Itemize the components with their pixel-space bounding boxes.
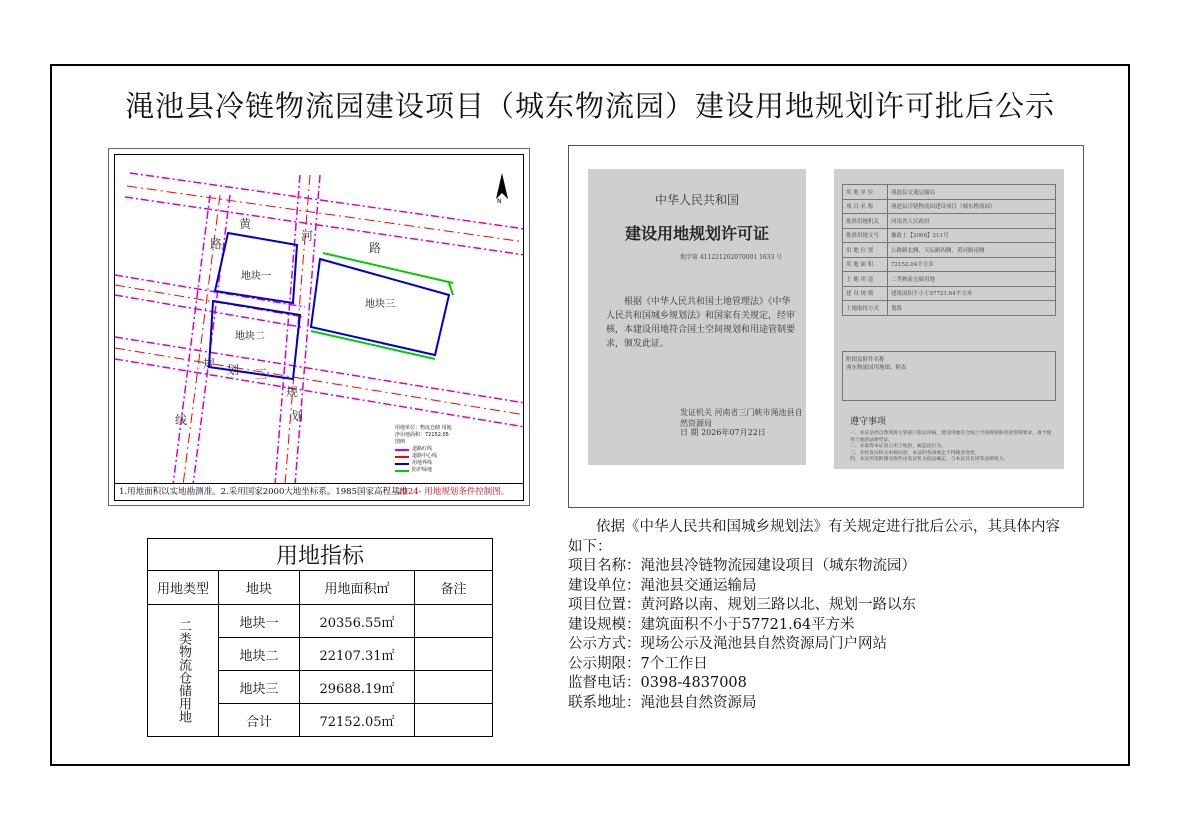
notice-line: 监督电话：0398-4837008: [568, 675, 747, 691]
legend-title: 用地单位：物流仓储 用地: [395, 425, 452, 431]
notice-line: 建设规模：建筑面积不小于57721.64平方米: [568, 616, 855, 633]
road-label: 线: [175, 413, 188, 427]
land-type-cell: 二类物流仓储用地: [148, 605, 219, 737]
table-row: 建 设 规 模 建筑面积不小于57721.64平方米: [843, 286, 1056, 301]
road-label: 路: [210, 237, 223, 251]
table-row: 地块三 29688.19㎡: [148, 671, 493, 704]
cert-date: 日 期 2026年07月22日: [680, 428, 766, 437]
legend-caption: 图例: [395, 439, 406, 445]
legend-item: 防护绿地: [395, 467, 452, 474]
column-header: 地块: [219, 571, 300, 605]
svg-text:N: N: [497, 198, 502, 203]
table-row: 合计 72152.05㎡: [148, 704, 493, 737]
map-footer-note: 1.用地面积以实地勘测准。2.采用国家2000大地坐标系。1985国家高程基准: [119, 487, 408, 497]
plot-label-2: 地块二: [235, 331, 265, 342]
cert-number: 地字第 411221202070001 1633 号: [680, 254, 783, 261]
notice-line: 项目名称：渑池县冷链物流园建设项目（城东物流园）: [568, 558, 916, 574]
cert-name: 建设用地规划许可证: [624, 224, 769, 243]
certificate-cover: [588, 169, 806, 465]
table-row: 批准用地文号 豫政土【2009】211号: [843, 228, 1056, 243]
notice-line: 建设单位：渑池县交通运输局: [568, 577, 757, 594]
cert-detail-table: [842, 184, 1056, 316]
table-row: 二类物流仓储用地 地块一 20356.55㎡: [148, 605, 493, 638]
cert-issuer: 发证机关 河南省三门峡市渑池县自然资源局: [680, 408, 803, 428]
cert-notices: 一、本证是经自然资源主管部门依法审核，建设用地符合国土空间规划和用途管制要求，准予使用土地的法律凭证。 二、未取得本证而占用土地的，属违法行为。 三、未经发证机关审核同意，本证的各项规定不得随意变更。 四、本证所需附图及附件由发证机关依法确定，与本证具有同等法律效力。: [850, 431, 1052, 462]
notice-line: 公示方式：现场公示及渑池县自然资源局门户网站: [568, 636, 887, 652]
cert-body: 根据《中华人民共和国土地管理法》《中华人民共和国城乡规划法》和国家有关规定，经审核，本建设用地符合国土空间规划和用途管制要求，颁发此证。: [606, 297, 796, 349]
road-label: 河: [301, 229, 314, 243]
cert-country: 中华人民共和国: [654, 193, 739, 207]
road-label: 规: [203, 357, 216, 371]
road-label: 三: [255, 367, 268, 381]
legend-item: 道路中心线: [395, 453, 452, 460]
public-notice: [568, 518, 1068, 713]
map-legend: [395, 425, 452, 474]
page-title: 渑池县冷链物流园建设项目（城东物流园）建设用地规划许可批后公示: [124, 89, 1055, 123]
table-row: 土 地 用 途 二类物流仓储用地: [843, 272, 1056, 287]
table-row: 用 地 单 位 渑池县交通运输局: [843, 185, 1056, 200]
notice-line: 公示期限：7个工作日: [568, 655, 708, 672]
table-row: 地块二 22107.31㎡: [148, 638, 493, 671]
column-header: 备注: [415, 571, 493, 605]
legend-item: 用地界线: [395, 460, 452, 467]
plot-label-3: 地块三: [365, 299, 395, 310]
road-label: 划: [227, 363, 240, 377]
certificate-details: [834, 169, 1064, 469]
column-header: 用地面积㎡: [300, 571, 415, 605]
notice-intro: 依据《中华人民共和国城乡规划法》有关规定进行批后公示，其具体内容如下：: [568, 519, 1060, 555]
road-label: 黄: [239, 217, 252, 231]
notice-line: 项目位置：黄河路以南、规划三路以北、规划一路以东: [568, 597, 916, 613]
table-row: 用 地 面 积 72152.04平方米: [843, 257, 1056, 272]
legend-item: 道路红线: [395, 446, 452, 453]
map-drawing: [114, 154, 524, 484]
land-index-table: [147, 538, 493, 737]
north-arrow-icon: [495, 173, 509, 203]
table-row: 项 目 名 称 渑池县冷链物流园建设项目（城东物流园）: [843, 199, 1056, 214]
cert-notice-title: 遵守事项: [850, 417, 887, 427]
legend-title: 净用地面积：72152.05: [395, 432, 449, 438]
table-row: 用 地 位 置 公路路北侧、天坛路西侧、黄河路南侧: [843, 243, 1056, 258]
table-row: 批准用地机关 河南省人民政府: [843, 214, 1056, 229]
table-row: 土地取得方式 划拨: [843, 301, 1056, 316]
column-header: 用地类型: [148, 571, 219, 605]
permit-certificate: [568, 145, 1084, 508]
road-label: 划: [291, 409, 304, 423]
map-footer-title: 2024- 用地规划条件控制图。: [397, 487, 510, 497]
road-label: 规: [286, 385, 299, 399]
site-plan-map: [108, 148, 530, 506]
road-label: 路: [369, 241, 382, 255]
map-footer: [114, 484, 524, 501]
table-title: 用地指标: [148, 539, 493, 571]
plot-label-1: 地块一: [241, 271, 271, 282]
notice-line: 联系地址：渑池县自然资源局: [568, 694, 757, 711]
cert-attachments: 附图及附件名称 渑东物流园用地图、附表: [842, 351, 1056, 401]
map-roads-svg: [115, 155, 524, 484]
